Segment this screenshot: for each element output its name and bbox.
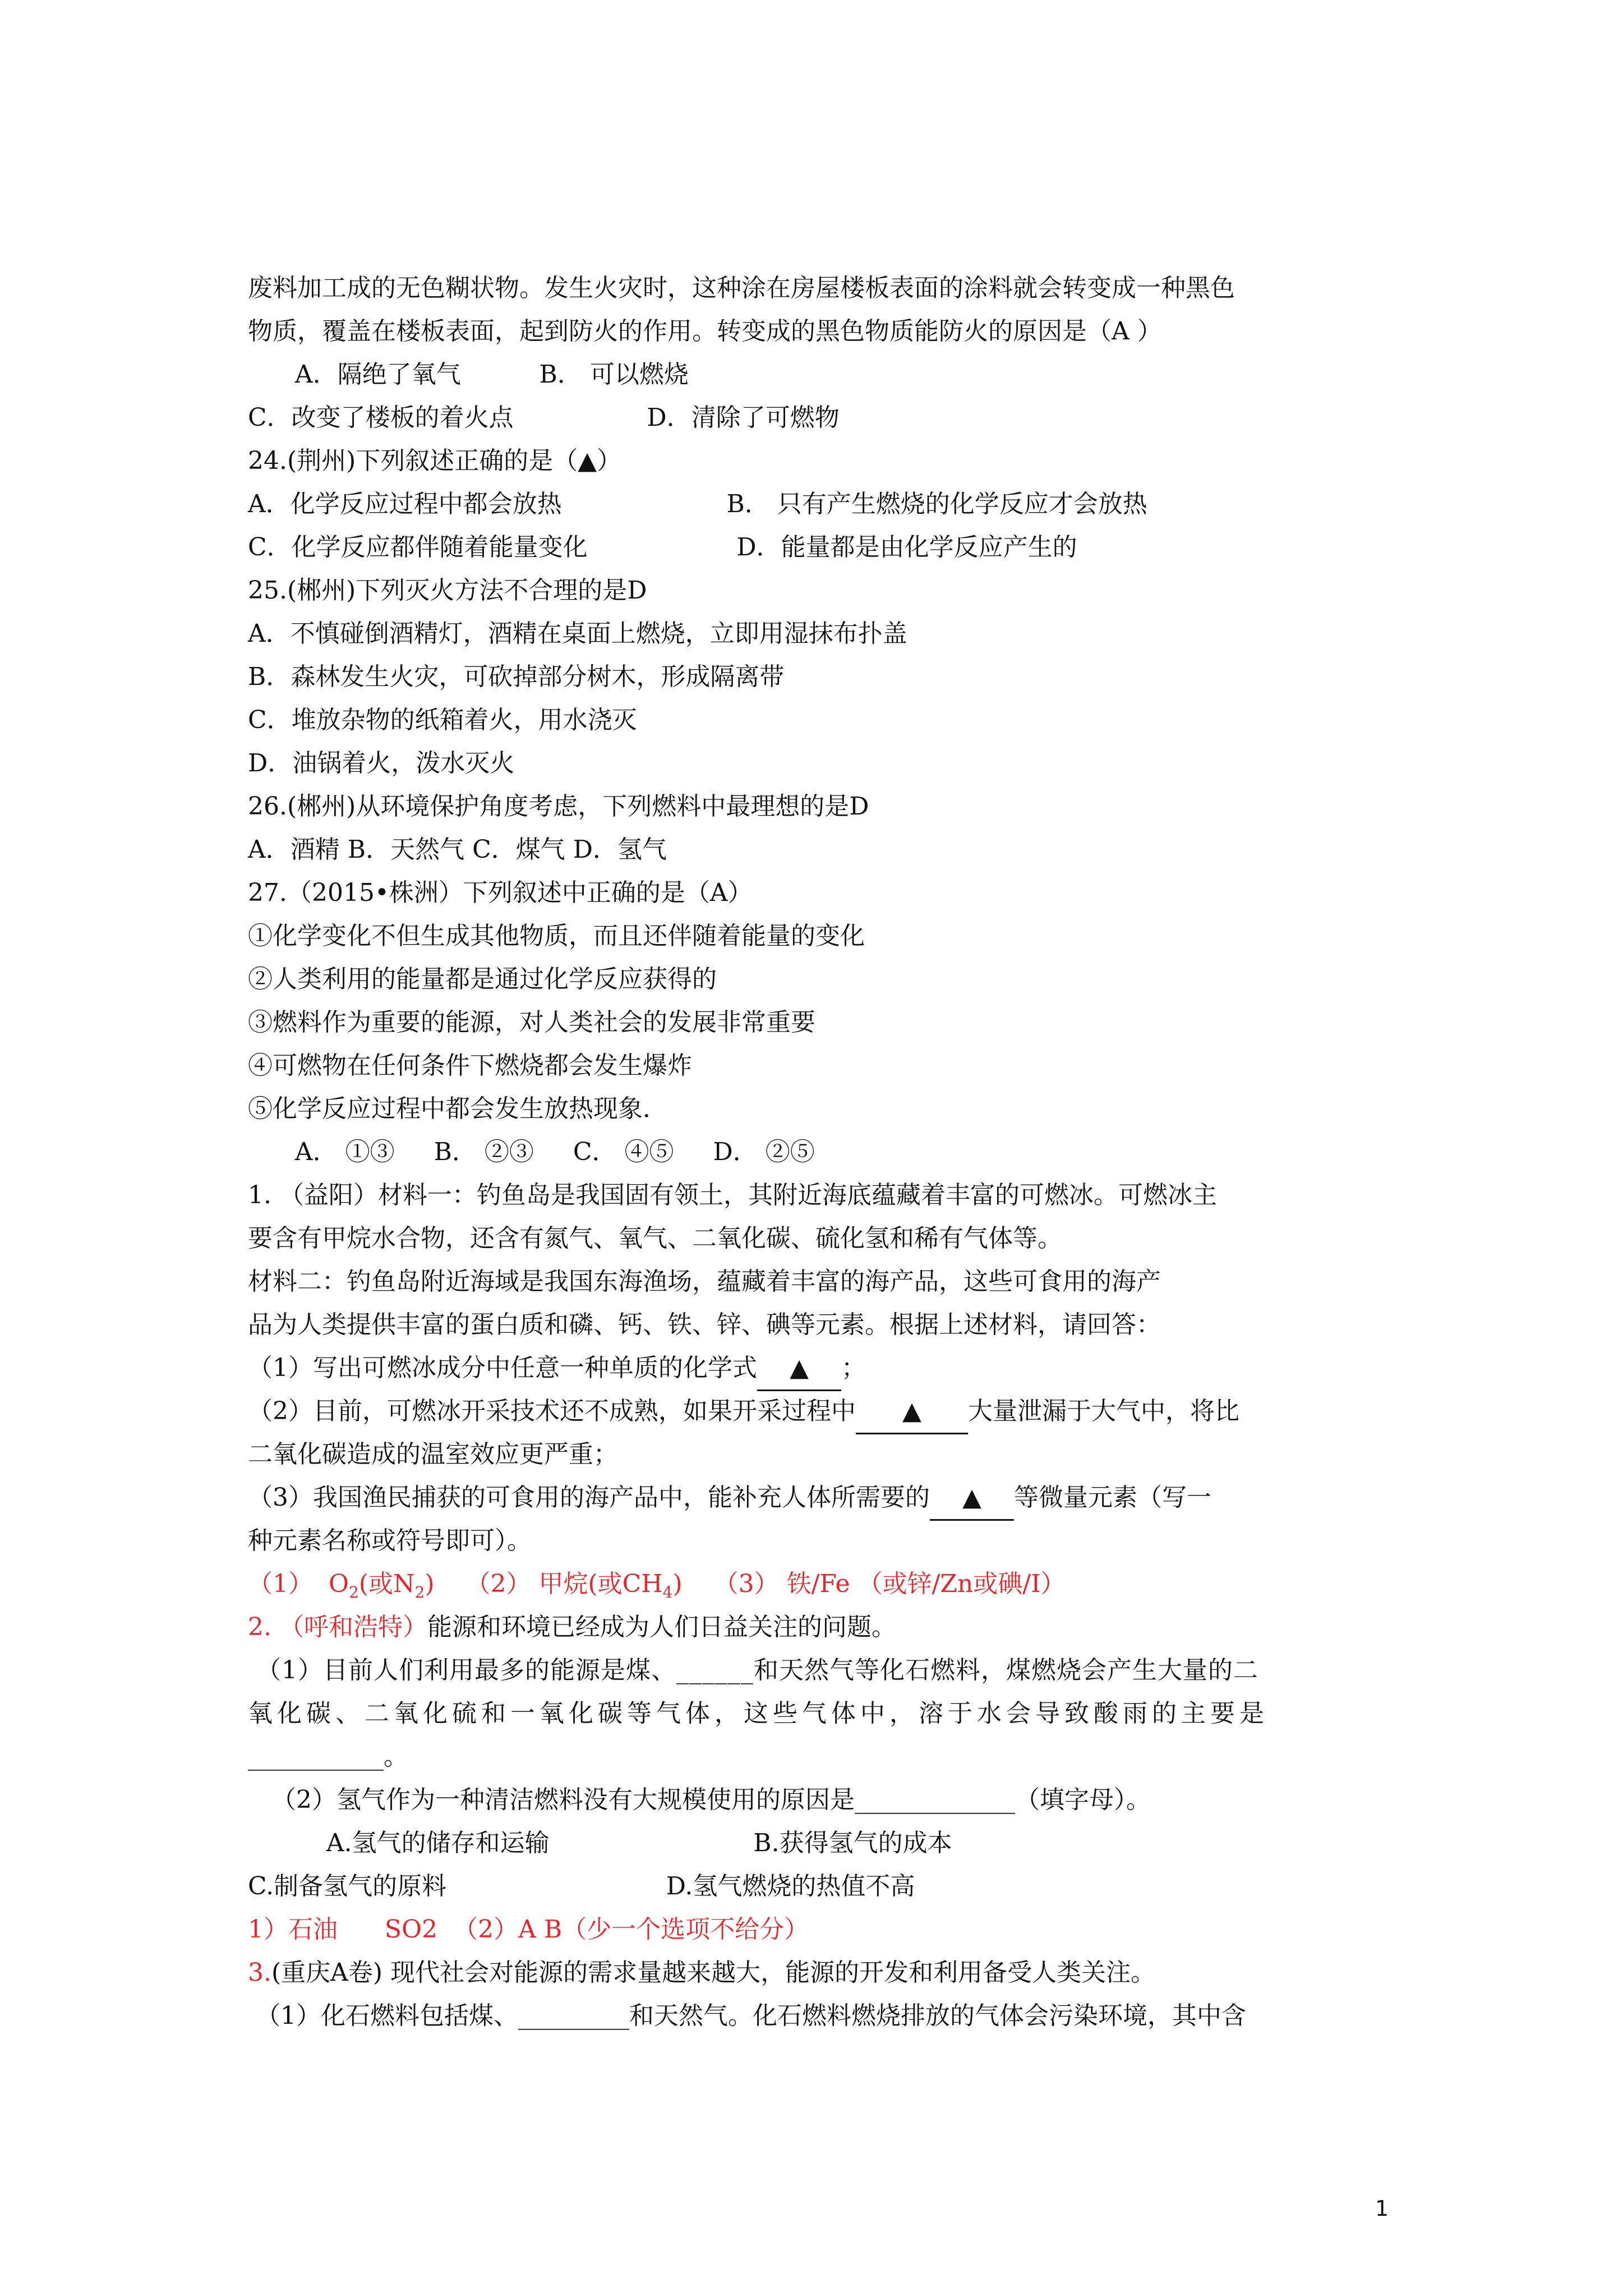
text-line: C.制备氢气的原料 D.氢气燃烧的热值不高 — [248, 1872, 915, 1901]
text-line: A．不慎碰倒酒精灯，酒精在桌面上燃烧，立即用湿抹布扑盖 — [248, 619, 907, 648]
question-26: 26.(郴州)从环境保护角度考虑，下列燃料中最理想的是D — [248, 792, 869, 821]
page-number: 1 — [1375, 2196, 1389, 2221]
text-line: C．化学反应都伴随着能量变化 D．能量都是由化学反应产生的 — [248, 533, 1077, 562]
text-span: （1）写出可燃冰成分中任意一种单质的化学式 — [248, 1354, 757, 1382]
text-line: A.氢气的储存和运输 B.获得氢气的成本 — [248, 1829, 952, 1857]
text-line: （1）化石燃料包括煤、_________和天然气。化石燃料燃烧排放的气体会污染环境，其中含 — [248, 2001, 1246, 2030]
question-3 — [248, 1952, 1155, 1994]
answer-blank: ▲ — [757, 1347, 841, 1391]
text-line: 废料加工成的无色糊状物。发生火灾时，这种涂在房屋楼板表面的涂料就会转变成一种黑色 — [248, 274, 1235, 302]
text-line: ②人类利用的能量都是通过化学反应获得的 — [248, 965, 717, 993]
text-span: （1） O — [248, 1570, 349, 1598]
text-line: ①化学变化不但生成其他物质，而且还伴随着能量的变化 — [248, 922, 865, 950]
text-line: A．酒精 B．天然气 C．煤气 D．氢气 — [248, 835, 667, 864]
text-line: ④可燃物在任何条件下燃烧都会发生爆炸 — [248, 1051, 692, 1080]
text-line: 品为人类提供丰富的蛋白质和磷、钙、铁、锌、碘等元素。根据上述材料，请回答： — [248, 1310, 1161, 1339]
subscript: 2 — [349, 1582, 359, 1602]
text-span: (或N — [358, 1570, 415, 1598]
text-line: C．改变了楼板的着火点 D．清除了可燃物 — [248, 403, 840, 432]
text-span: ) （2） 甲烷(或CH — [425, 1570, 663, 1598]
text-line: A．化学反应过程中都会放热 B． 只有产生燃烧的化学反应才会放热 — [248, 490, 1147, 518]
subscript: 4 — [662, 1582, 673, 1602]
text-line — [248, 1476, 1211, 1521]
text-line: （2）氢气作为一种清洁燃料没有大规模使用的原因是_____________（填字母）。 — [248, 1786, 1151, 1814]
question-source: 2. （呼和浩特） — [248, 1613, 427, 1641]
text-span: ) （3） 铁/Fe （或锌/Zn或碘/I） — [672, 1570, 1066, 1598]
text-span: 等微量元素（写一 — [1014, 1483, 1211, 1512]
text-line: 种元素名称或符号即可）。 — [248, 1526, 532, 1555]
text-line: ___________。 — [248, 1742, 408, 1771]
text-line: ⑤化学反应过程中都会发生放热现象． — [248, 1094, 667, 1123]
text-line: 要含有甲烷水合物，还含有氮气、氧气、二氧化碳、硫化氢和稀有气体等。 — [248, 1224, 1062, 1253]
text-line: （1）目前人们利用最多的能源是煤、______和天然气等化石燃料，煤燃烧会产生大量的二 — [248, 1656, 1258, 1685]
question-1: 1. （益阳）材料一：钓鱼岛是我国固有领土，其附近海底蕴藏着丰富的可燃冰。可燃冰主 — [248, 1181, 1217, 1209]
text-line: ③燃料作为重要的能源，对人类社会的发展非常重要 — [248, 1008, 815, 1037]
text-line: D．油锅着火，泼水灭火 — [248, 749, 515, 777]
question-25: 25.(郴州)下列灭火方法不合理的是D — [248, 576, 647, 605]
question-2 — [248, 1606, 896, 1649]
question-number: 3. — [248, 1958, 271, 1987]
text-line — [248, 1390, 1239, 1434]
text-line — [248, 1347, 866, 1391]
text-line: B．森林发生火灾，可砍掉部分树木，形成隔离带 — [248, 662, 785, 691]
question-27: 27.（2015•株洲）下列叙述中正确的是（A） — [248, 878, 753, 907]
text-span: （3）我国渔民捕获的可食用的海产品中，能补充人体所需要的 — [248, 1483, 930, 1512]
text-span: 大量泄漏于大气中，将比 — [968, 1397, 1239, 1425]
text-span: （2）目前，可燃冰开采技术还不成熟，如果开采过程中 — [248, 1397, 856, 1425]
text-line: 氧化碳、二氧化硫和一氧化碳等气体，这些气体中，溶于水会导致酸雨的主要是 — [248, 1699, 1269, 1728]
text-line: C．堆放杂物的纸箱着火，用水浇灭 — [248, 706, 637, 734]
text-line: A．隔绝了氧气 B． 可以燃烧 — [248, 360, 689, 389]
text-span: ； — [841, 1354, 866, 1382]
subscript: 2 — [414, 1582, 425, 1602]
text-line: 物质，覆盖在楼板表面，起到防火的作用。转变成的黑色物质能防火的原因是（A ） — [248, 317, 1162, 346]
answer-line: 1）石油 SO2 （2）A B（少一个选项不给分） — [248, 1915, 809, 1944]
text-line: 二氧化碳造成的温室效应更严重； — [248, 1440, 618, 1469]
answer-blank: ▲ — [856, 1390, 968, 1434]
text-span: 能源和环境已经成为人们日益关注的问题。 — [427, 1613, 896, 1641]
answer-blank: ▲ — [930, 1476, 1014, 1521]
question-24: 24.(荆州)下列叙述正确的是（▲） — [248, 447, 622, 475]
text-span: (重庆A卷) 现代社会对能源的需求量越来越大，能源的开发和利用备受人类关注。 — [271, 1958, 1156, 1987]
text-line: A． ①③ B． ②③ C． ④⑤ D． ②⑤ — [248, 1138, 815, 1166]
text-line: 材料二：钓鱼岛附近海域是我国东海渔场，蕴藏着丰富的海产品，这些可食用的海产 — [248, 1267, 1161, 1296]
